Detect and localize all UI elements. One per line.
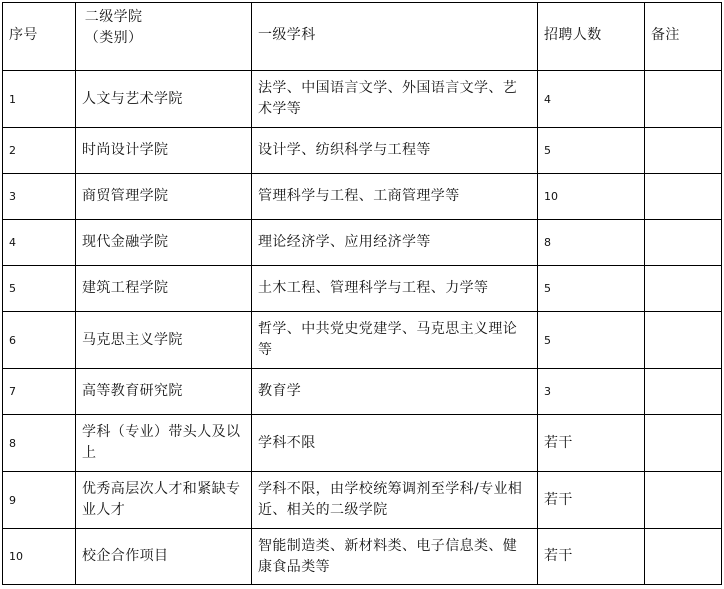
row-seq: 3	[3, 174, 76, 220]
row-note	[645, 472, 722, 529]
table-row	[3, 529, 722, 585]
table-row	[3, 71, 722, 128]
header-seq: 序号	[3, 3, 76, 71]
row-college: 人文与艺术学院	[76, 71, 252, 128]
row-note	[645, 71, 722, 128]
row-discipline: 理论经济学、应用经济学等	[252, 220, 538, 266]
row-seq: 4	[3, 220, 76, 266]
row-discipline: 哲学、中共党史党建学、马克思主义理论等	[252, 312, 538, 369]
row-discipline: 学科不限，由学校统筹调剂至学科/专业相近、相关的二级学院	[252, 472, 538, 529]
row-college: 校企合作项目	[76, 529, 252, 585]
row-count: 10	[538, 174, 645, 220]
row-college: 时尚设计学院	[76, 128, 252, 174]
row-count: 若干	[538, 415, 645, 472]
row-note	[645, 220, 722, 266]
row-college: 商贸管理学院	[76, 174, 252, 220]
row-note	[645, 312, 722, 369]
table-row	[3, 266, 722, 312]
table-row	[3, 174, 722, 220]
recruitment-table	[2, 2, 722, 585]
header-college-line2: （类别）	[84, 30, 143, 46]
row-seq: 9	[3, 472, 76, 529]
row-count: 5	[538, 128, 645, 174]
row-college: 高等教育研究院	[76, 369, 252, 415]
table-row	[3, 415, 722, 472]
table-row	[3, 369, 722, 415]
row-seq: 7	[3, 369, 76, 415]
row-seq: 5	[3, 266, 76, 312]
row-count: 若干	[538, 529, 645, 585]
row-discipline: 管理科学与工程、工商管理学等	[252, 174, 538, 220]
row-count: 4	[538, 71, 645, 128]
row-seq: 1	[3, 71, 76, 128]
row-count: 5	[538, 312, 645, 369]
row-seq: 10	[3, 529, 76, 585]
row-discipline: 土木工程、管理科学与工程、力学等	[252, 266, 538, 312]
row-seq: 6	[3, 312, 76, 369]
row-note	[645, 415, 722, 472]
row-discipline: 智能制造类、新材料类、电子信息类、健康食品类等	[252, 529, 538, 585]
row-note	[645, 529, 722, 585]
header-note: 备注	[645, 3, 722, 71]
header-count: 招聘人数	[538, 3, 645, 71]
header-college	[76, 3, 252, 71]
row-discipline: 法学、中国语言文学、外国语言文学、艺术学等	[252, 71, 538, 128]
row-note	[645, 128, 722, 174]
row-discipline: 教育学	[252, 369, 538, 415]
row-count: 若干	[538, 472, 645, 529]
header-discipline: 一级学科	[252, 3, 538, 71]
row-note	[645, 369, 722, 415]
row-college: 马克思主义学院	[76, 312, 252, 369]
row-discipline: 设计学、纺织科学与工程等	[252, 128, 538, 174]
header-college-line1: 二级学院	[84, 9, 143, 25]
row-discipline: 学科不限	[252, 415, 538, 472]
row-seq: 8	[3, 415, 76, 472]
recruitment-table-container	[2, 2, 722, 585]
row-college: 建筑工程学院	[76, 266, 252, 312]
row-seq: 2	[3, 128, 76, 174]
table-row	[3, 312, 722, 369]
row-count: 3	[538, 369, 645, 415]
row-college: 现代金融学院	[76, 220, 252, 266]
table-row	[3, 220, 722, 266]
row-count: 5	[538, 266, 645, 312]
table-row	[3, 472, 722, 529]
table-header-row	[3, 3, 722, 71]
row-note	[645, 266, 722, 312]
row-note	[645, 174, 722, 220]
row-college: 优秀高层次人才和紧缺专业人才	[76, 472, 252, 529]
row-college: 学科（专业）带头人及以上	[76, 415, 252, 472]
table-row	[3, 128, 722, 174]
row-count: 8	[538, 220, 645, 266]
